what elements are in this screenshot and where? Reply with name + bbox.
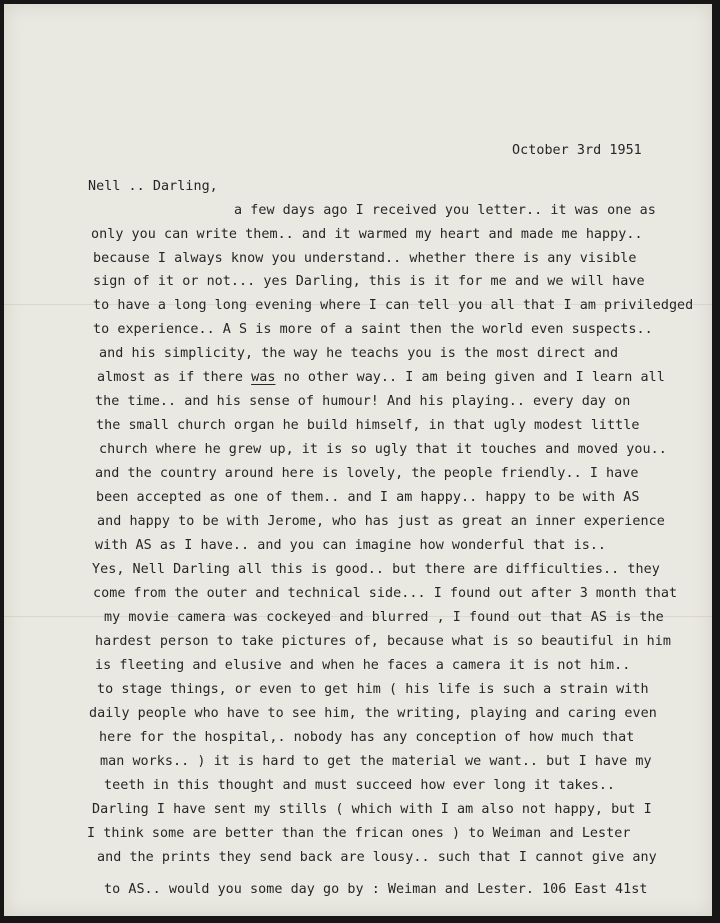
letter-line: only you can write them.. and it warmed my heart and made me happy.. <box>91 227 643 242</box>
letter-line: is fleeting and elusive and when he faces a camera it is not him.. <box>95 658 631 673</box>
letter-line: to AS.. would you some day go by : Weiman and Lester. 106 East 41st <box>104 882 648 897</box>
letter-sheet <box>4 4 712 916</box>
letter-line: to experience.. A S is more of a saint then the world even suspects.. <box>93 322 653 337</box>
letter-line: the time.. and his sense of humour! And his playing.. every day on <box>95 394 631 409</box>
letter-line: and the prints they send back are lousy.. such that I cannot give any <box>97 850 657 865</box>
letter-date: October 3rd 1951 <box>512 143 642 158</box>
letter-line: church where he grew up, it is so ugly that it touches and moved you.. <box>99 442 667 457</box>
letter-line: daily people who have to see him, the writing, playing and caring even <box>89 706 657 721</box>
letter-line: been accepted as one of them.. and I am happy.. happy to be with AS <box>96 490 640 505</box>
letter-line: to have a long long evening where I can tell you all that I am priviledged <box>93 298 694 313</box>
letter-line-underlined <box>97 370 665 385</box>
letter-line: sign of it or not... yes Darling, this is it for me and we will have <box>93 274 645 289</box>
letter-line: a few days ago I received you letter.. it was one as <box>234 203 656 218</box>
underlined-word: was <box>251 370 276 385</box>
letter-line: man works.. ) it is hard to get the material we want.. but I have my <box>100 754 652 769</box>
letter-line: because I always know you understand.. whether there is any visible <box>93 251 637 266</box>
letter-line: come from the outer and technical side... I found out after 3 month that <box>93 586 678 601</box>
letter-line: the small church organ he build himself, in that ugly modest little <box>96 418 640 433</box>
letter-text-segment: no other way.. I am being given and I learn all <box>275 370 665 385</box>
letter-line: to stage things, or even to get him ( his life is such a strain with <box>97 682 649 697</box>
letter-salutation: Nell .. Darling, <box>88 179 218 194</box>
letter-line: hardest person to take pictures of, because what is so beautiful in him <box>95 634 671 649</box>
letter-line: with AS as I have.. and you can imagine how wonderful that is.. <box>95 538 607 553</box>
letter-line: and happy to be with Jerome, who has just as great an inner experience <box>97 514 665 529</box>
letter-body <box>4 4 712 916</box>
letter-line: Yes, Nell Darling all this is good.. but there are difficulties.. they <box>92 562 660 577</box>
letter-text-segment: almost as if there <box>97 370 252 385</box>
letter-line: Darling I have sent my stills ( which with I am also not happy, but I <box>92 802 652 817</box>
letter-line: here for the hospital,. nobody has any conception of how much that <box>99 730 635 745</box>
letter-line: and the country around here is lovely, the people friendly.. I have <box>95 466 639 481</box>
letter-line: and his simplicity, the way he teachs you is the most direct and <box>99 346 619 361</box>
letter-line: I think some are better than the frican ones ) to Weiman and Lester <box>87 826 631 841</box>
letter-line: my movie camera was cockeyed and blurred , I found out that AS is the <box>104 610 664 625</box>
letter-line: teeth in this thought and must succeed how ever long it takes.. <box>104 778 616 793</box>
